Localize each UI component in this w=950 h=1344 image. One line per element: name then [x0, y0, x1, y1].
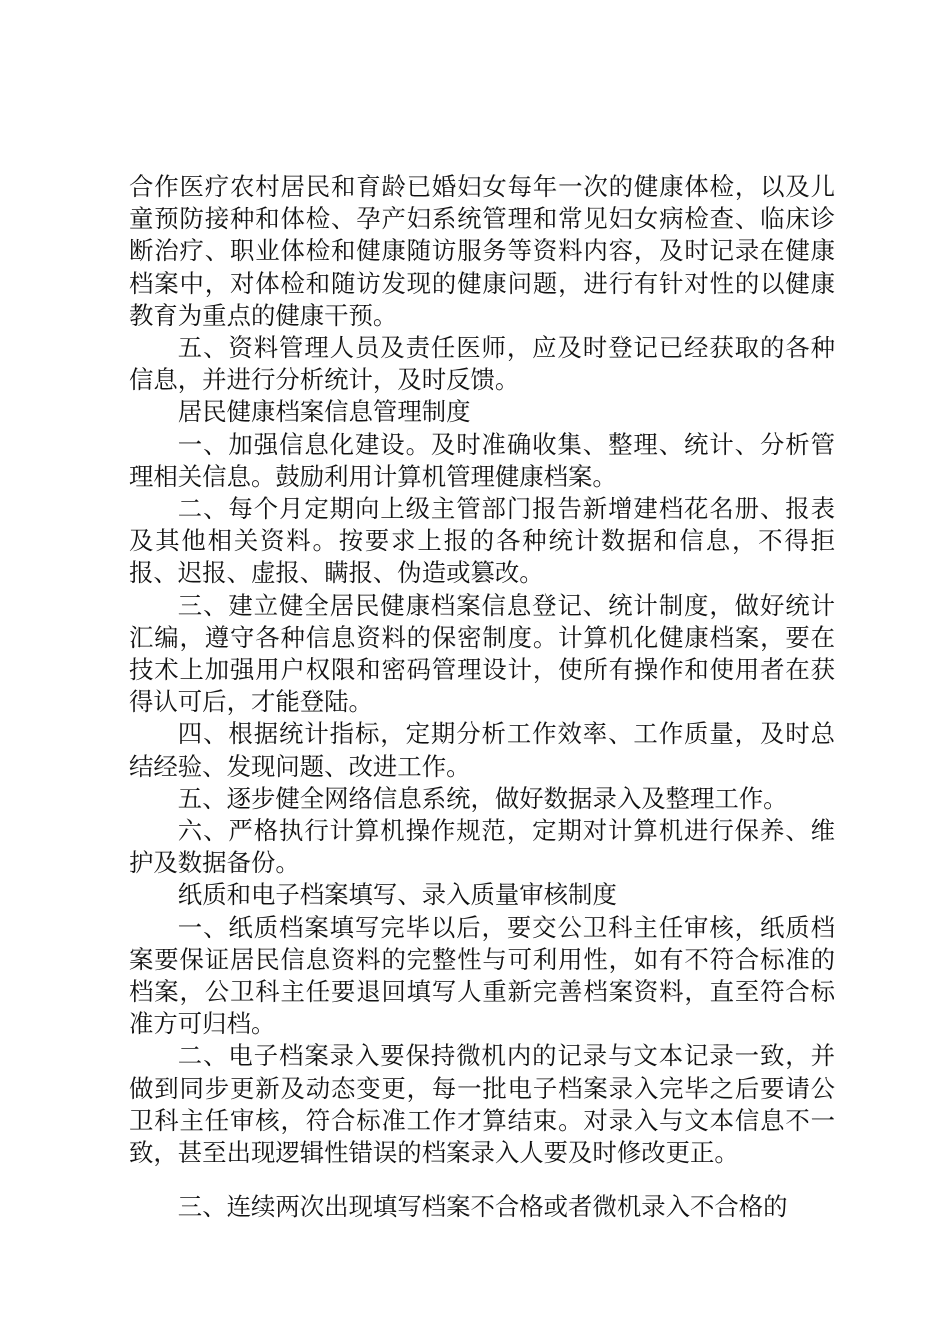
paragraph-item-2-electronic-records: 二、电子档案录入要保持微机内的记录与文本记录一致，并做到同步更新及动态变更，每一批电子档案录入完毕之后要请公卫科主任审核，符合标准工作才算结束。对录入与文本信息不一致，甚至出现逻辑性错误的档案录入人要及时修改更正。 — [129, 1041, 835, 1168]
paragraph-item-5-network-system: 五、逐步健全网络信息系统，做好数据录入及整理工作。 — [177, 783, 788, 813]
section-heading-quality-review: 纸质和电子档案填写、录入质量审核制度 — [177, 880, 617, 910]
section-heading-info-management: 居民健康档案信息管理制度 — [177, 397, 471, 427]
paragraph-item-2-monthly-report: 二、每个月定期向上级主管部门报告新增建档花名册、报表及其他相关资料。按要求上报的各种统计数据和信息，不得拒报、迟报、虚报、瞒报、伪造或篡改。 — [129, 494, 835, 588]
document-page — [129, 171, 835, 1224]
paragraph-item-5-data-management: 五、资料管理人员及责任医师，应及时登记已经获取的各种信息，并进行分析统计，及时反馈。 — [129, 333, 835, 395]
paragraph-item-6-computer-operation: 六、严格执行计算机操作规范，定期对计算机进行保养、维护及数据备份。 — [129, 816, 835, 878]
paragraph-item-1-paper-records: 一、纸质档案填写完毕以后，要交公卫科主任审核，纸质档案要保证居民信息资料的完整性与可利用性，如有不符合标准的档案，公卫科主任要退回填写人重新完善档案资料，直至符合标准方可归档。 — [129, 912, 835, 1039]
paragraph-item-4-statistics-analysis: 四、根据统计指标，定期分析工作效率、工作质量，及时总结经验、发现问题、改进工作。 — [129, 719, 835, 781]
paragraph-checkup-records: 合作医疗农村居民和育龄已婚妇女每年一次的健康体检，以及儿童预防接种和体检、孕产妇系统管理和常见妇女病检查、临床诊断治疗、职业体检和健康随访服务等资料内容，及时记录在健康档案中，对体检和随访发现的健康问题，进行有针对性的以健康教育为重点的健康干预。 — [129, 172, 835, 330]
paragraph-item-1-informatization: 一、加强信息化建设。及时准确收集、整理、统计、分析管理相关信息。鼓励利用计算机管理健康档案。 — [129, 429, 835, 491]
paragraph-item-3-registration-system: 三、建立健全居民健康档案信息登记、统计制度，做好统计汇编，遵守各种信息资料的保密制度。计算机化健康档案，要在技术上加强用户权限和密码管理设计，使所有操作和使用者在获得认可后，才能登陆。 — [129, 590, 835, 717]
paragraph-item-3-repeated-errors: 三、连续两次出现填写档案不合格或者微机录入不合格的 — [177, 1192, 788, 1222]
